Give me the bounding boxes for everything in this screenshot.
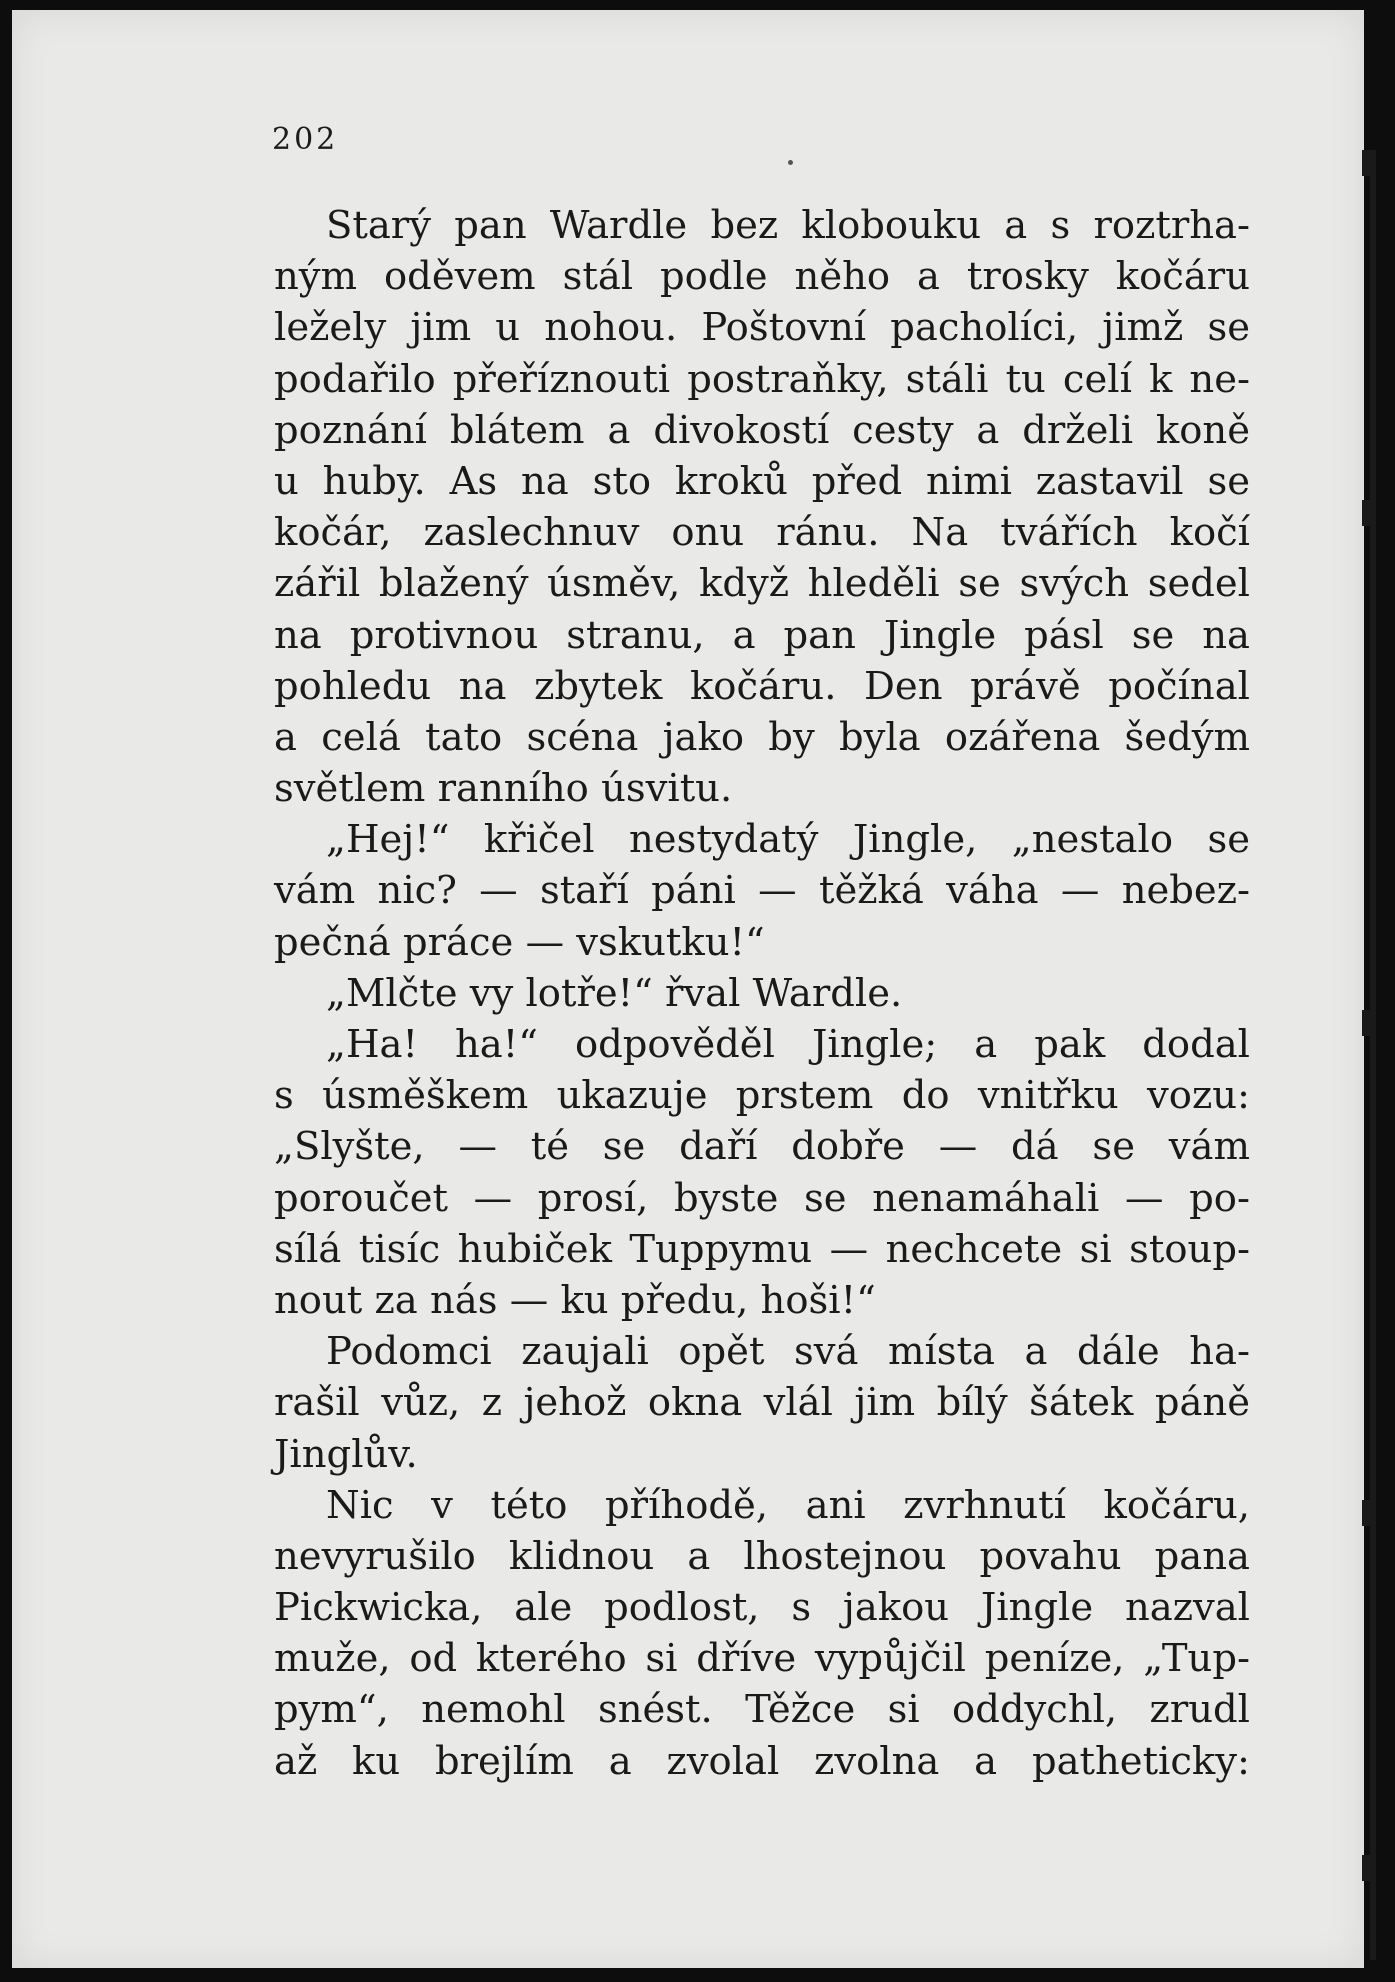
text-line: ležely jim u nohou. Poštovní pacholíci, jimž se [274,305,1250,351]
text-line: „Ha! ha!“ odpověděl Jingle; a pak dodal [326,1022,1250,1067]
text-line: kočár, zaslechnuv onu ránu. Na tvářích kočí [274,510,1250,556]
text-line: sílá tisíc hubiček Tuppymu — nechcete si stoup- [274,1226,1250,1272]
text-line: „Slyšte, — té se daří dobře — dá se vám [274,1124,1250,1170]
print-speck [788,160,793,165]
binding-mark [1362,1010,1372,1036]
text-line: pym“, nemohl snést. Těžce si oddychl, zrudl [274,1687,1250,1733]
text-line: vám nic? — staří páni — těžká váha — nebez- [274,868,1250,914]
text-line: nout za nás — ku předu, hoši!“ [274,1277,876,1323]
text-line: Podomci zaujali opět svá místa a dále ha- [326,1329,1250,1375]
text-line: poznání blátem a divokostí cesty a drželi koně [274,407,1250,453]
text-line: nevyrušilo klidnou a lhostejnou povahu pana [274,1533,1250,1579]
text-line: světlem ranního úsvitu. [274,766,733,812]
page-number: 202 [272,122,339,157]
binding-mark [1362,150,1372,176]
text-line: Nic v této příhodě, ani zvrhnutí kočáru, [326,1482,1250,1528]
text-line: zářil blažený úsměv, když hleděli se svých sedel [274,561,1250,607]
text-line: u huby. As na sto kroků před nimi zastavil se [274,458,1250,504]
text-line: a celá tato scéna jako by byla ozářena šedým [274,714,1250,760]
text-line: Starý pan Wardle bez klobouku a s roztrha- [326,203,1250,248]
text-line: s úsměškem ukazuje prstem do vnitřku vozu: [274,1073,1250,1119]
body-text [274,200,1250,1787]
text-line: muže, od kterého si dříve vypůjčil peníze, „Tup- [274,1636,1250,1682]
text-line: Pickwicka, ale podlost, s jakou Jingle nazval [274,1585,1250,1631]
text-line: „Hej!“ křičel nestydatý Jingle, „nestalo se [326,817,1250,863]
text-line: poroučet — prosí, byste se nenamáhali — po- [274,1175,1250,1221]
page-edge-shadow [1370,150,1376,1960]
text-line: Jinglův. [274,1431,418,1477]
text-line: „Mlčte vy lotře!“ řval Wardle. [326,970,903,1016]
binding-mark [1362,500,1372,526]
text-line: pohledu na zbytek kočáru. Den právě počínal [274,663,1250,709]
text-line: na protivnou stranu, a pan Jingle pásl se na [274,612,1250,658]
text-line: podařilo přeříznouti postraňky, stáli tu celí k ne- [274,356,1250,402]
binding-mark [1362,1500,1372,1526]
text-line: až ku brejlím a zvolal zvolna a patheticky: [274,1738,1250,1784]
text-line: ným oděvem stál podle něho a trosky kočáru [274,254,1250,300]
binding-mark [1362,1855,1372,1881]
text-line: rašil vůz, z jehož okna vlál jim bílý šátek páně [274,1380,1250,1426]
text-line: pečná práce — vskutku!“ [274,919,765,965]
